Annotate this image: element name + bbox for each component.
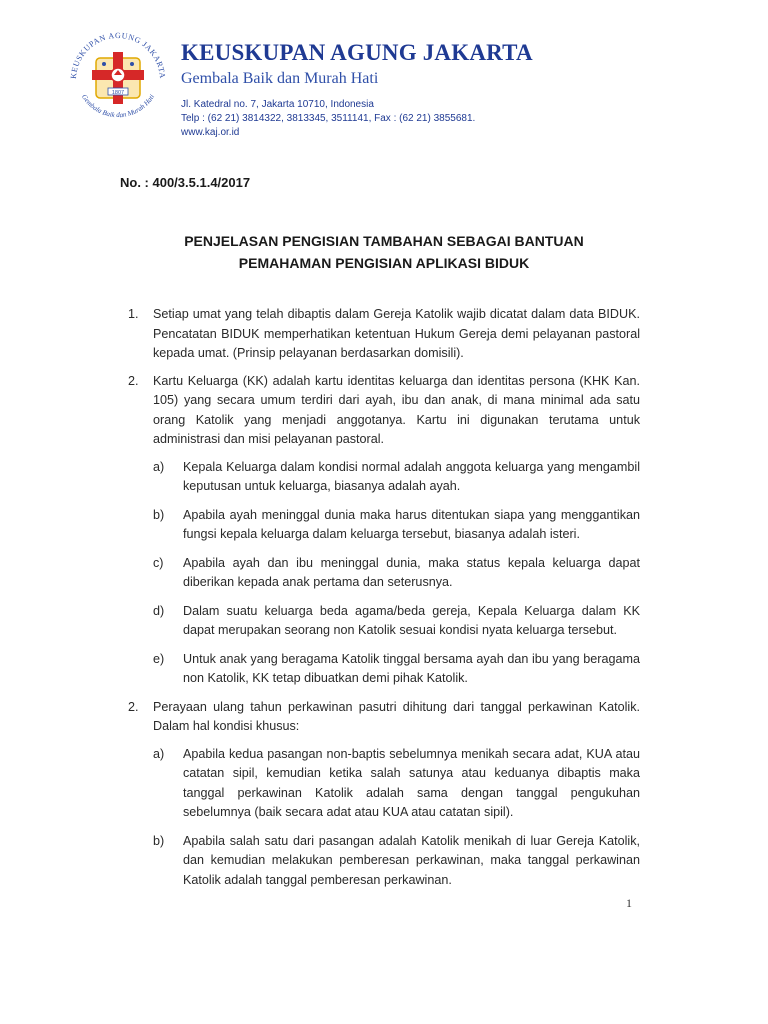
page-number: 1 bbox=[626, 896, 632, 910]
subitem-text: Apabila ayah dan ibu meninggal dunia, maka status kepala keluarga dapat diberikan kepada anak pertama dan seterusnya. bbox=[183, 555, 640, 589]
sub-list-item bbox=[153, 745, 640, 823]
letter-number: No. : 400/3.5.1.4/2017 bbox=[120, 175, 251, 190]
subitem-letter: e) bbox=[153, 651, 165, 666]
subitem-letter: c) bbox=[153, 555, 164, 570]
subitem-letter: b) bbox=[153, 833, 165, 848]
subitem-text: Dalam suatu keluarga beda agama/beda gereja, Kepala Keluarga dalam KK dapat merupakan seorang non Katolik sesuai kondisi nyata keluarga tersebut. bbox=[183, 603, 640, 637]
sub-list-item bbox=[153, 506, 640, 545]
document-heading bbox=[0, 230, 768, 274]
heading-line-2: PEMAHAMAN PENGISIAN APLIKASI BIDUK bbox=[238, 255, 530, 271]
sub-list-item bbox=[153, 458, 640, 497]
subitem-letter: a) bbox=[153, 746, 165, 761]
subitem-letter: d) bbox=[153, 603, 165, 618]
sub-list-item bbox=[153, 650, 640, 689]
subitem-text: Untuk anak yang beragama Katolik tinggal bersama ayah dan ibu yang beragama non Katolik, KK tetap dibuatkan demi pihak Katolik. bbox=[183, 651, 640, 685]
address-line: Jl. Katedral no. 7, Jakarta 10710, Indonesia bbox=[181, 99, 374, 110]
document-body bbox=[128, 305, 640, 899]
subitem-text: Apabila kedua pasangan non-baptis sebelumnya menikah secara adat, KUA atau catatan sipil, kemudian ketika salah satunya atau keduanya dibaptis maka tanggal perkawinan Katolik adalah sama dengan tanggal pengukuhan sebelumnya (baik secara adat atau KUA atau catatan sipil). bbox=[183, 746, 640, 819]
subitem-text: Apabila ayah meninggal dunia maka harus ditentukan siapa yang menggantikan fungsi kepala keluarga dalam keluarga tersebut, biasanya adalah isteri. bbox=[183, 507, 640, 541]
heading-line-1: PENJELASAN PENGISIAN TAMBAHAN SEBAGAI BANTUAN bbox=[184, 233, 584, 249]
sub-list-item bbox=[153, 832, 640, 891]
item-text: Kartu Keluarga (KK) adalah kartu identitas keluarga dan identitas persona (KHK Kan. 105) yang secara umum terdiri dari ayah, ibu dan anak, di mana minimal ada satu orang Katolik yang menjadi anggotanya. Kartu ini digunakan terutama untuk administrasi dan misi pelayanan pastoral. bbox=[153, 373, 640, 446]
subitem-text: Apabila salah satu dari pasangan adalah Katolik menikah di luar Gereja Katolik, dan kemudian melakukan pemberesan perkawinan, maka tanggal perkawinan Katolik adalah tanggal pemberesan perkawinan. bbox=[183, 833, 640, 887]
archdiocese-logo bbox=[62, 22, 174, 134]
subitem-letter: b) bbox=[153, 507, 165, 522]
logo-year: 1807 bbox=[111, 90, 125, 96]
list-item bbox=[128, 305, 640, 364]
item-number: 1. bbox=[128, 307, 139, 321]
organization-motto: Gembala Baik dan Murah Hati bbox=[181, 70, 379, 87]
item-number: 2. bbox=[128, 699, 139, 714]
item-text: Perayaan ulang tahun perkawinan pasutri dihitung dari tanggal perkawinan Katolik. Dalam hal kondisi khusus: bbox=[153, 699, 640, 733]
logo-ring-bottom-text: Gembala Baik dan Murah Hati bbox=[79, 92, 157, 120]
logo-ring-top-text: KEUSKUPAN AGUNG JAKARTA bbox=[68, 30, 168, 80]
list-item bbox=[128, 698, 640, 737]
organization-name: KEUSKUPAN AGUNG JAKARTA bbox=[181, 40, 533, 65]
sub-list-item bbox=[153, 554, 640, 593]
sub-list-item bbox=[153, 602, 640, 641]
organization-contact bbox=[181, 98, 475, 140]
item-text: Setiap umat yang telah dibaptis dalam Gereja Katolik wajib dicatat dalam data BIDUK. Pencatatan BIDUK memperhatikan ketentuan Hukum Gereja demi pelayanan pastoral kepada umat. (Prinsip pelayanan berdasarkan domisili). bbox=[153, 307, 640, 360]
phone-fax-line: Telp : (62 21) 3814322, 3813345, 3511141, Fax : (62 21) 3855681. bbox=[181, 113, 476, 124]
website-link[interactable]: www.kaj.or.id bbox=[181, 127, 240, 138]
subitem-text: Kepala Keluarga dalam kondisi normal adalah anggota keluarga yang mengambil keputusan untuk keluarga, biasanya adalah ayah. bbox=[183, 459, 640, 493]
item-number: 2. bbox=[128, 373, 139, 388]
list-item bbox=[128, 372, 640, 450]
subitem-letter: a) bbox=[153, 459, 165, 474]
